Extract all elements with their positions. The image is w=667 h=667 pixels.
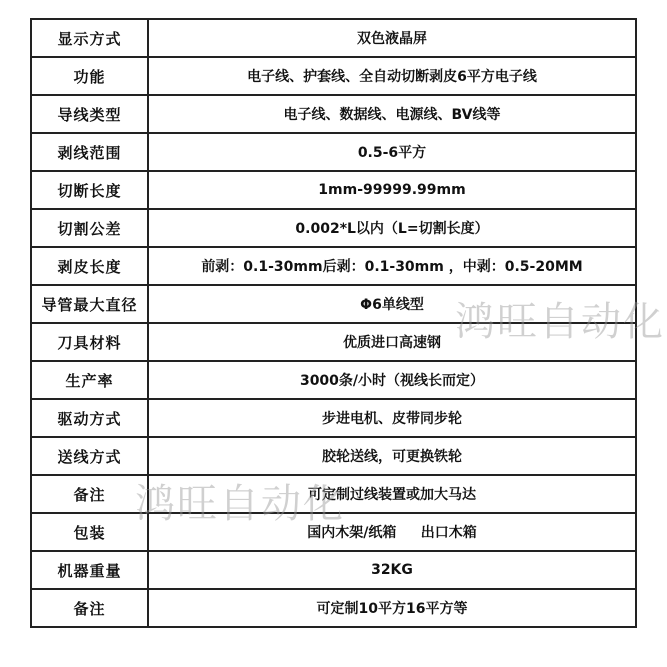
table-row — [31, 361, 636, 399]
row-value: 双色液晶屏 — [148, 19, 636, 57]
table-row — [31, 589, 636, 627]
row-label: 功能 — [31, 57, 148, 95]
row-value: 胶轮送线，可更换铁轮 — [148, 437, 636, 475]
table-row — [31, 285, 636, 323]
row-label: 生产率 — [31, 361, 148, 399]
table-row — [31, 171, 636, 209]
table-row — [31, 513, 636, 551]
row-value: 优质进口高速钢 — [148, 323, 636, 361]
row-label: 显示方式 — [31, 19, 148, 57]
row-value: 3000条/小时（视线长而定） — [148, 361, 636, 399]
table-row — [31, 551, 636, 589]
row-value: 可定制过线装置或加大马达 — [148, 475, 636, 513]
table-row — [31, 399, 636, 437]
row-value: 0.5-6平方 — [148, 133, 636, 171]
row-label: 备注 — [31, 475, 148, 513]
row-label: 导线类型 — [31, 95, 148, 133]
row-label: 切割公差 — [31, 209, 148, 247]
row-value: Φ6单线型 — [148, 285, 636, 323]
row-value: 前剥：0.1-30mm后剥：0.1-30mm ，中剥：0.5-20MM — [148, 247, 636, 285]
table-row — [31, 247, 636, 285]
row-value: 0.002*L以内（L=切割长度） — [148, 209, 636, 247]
row-value: 电子线、护套线、全自动切断剥皮6平方电子线 — [148, 57, 636, 95]
row-label: 包装 — [31, 513, 148, 551]
row-label: 送线方式 — [31, 437, 148, 475]
row-label: 剥皮长度 — [31, 247, 148, 285]
row-label: 刀具材料 — [31, 323, 148, 361]
table-row — [31, 133, 636, 171]
row-label: 剥线范围 — [31, 133, 148, 171]
table-row — [31, 19, 636, 57]
watermark: 鸿旺自动化 — [455, 299, 665, 345]
row-label: 导管最大直径 — [31, 285, 148, 323]
table-row — [31, 57, 636, 95]
watermark: 鸿旺自动化 — [135, 481, 345, 527]
row-value: 国内木架/纸箱 出口木箱 — [148, 513, 636, 551]
row-label: 机器重量 — [31, 551, 148, 589]
table-row — [31, 95, 636, 133]
row-value: 步进电机、皮带同步轮 — [148, 399, 636, 437]
row-label: 切断长度 — [31, 171, 148, 209]
row-value: 电子线、数据线、电源线、BV线等 — [148, 95, 636, 133]
table-row — [31, 209, 636, 247]
row-value: 可定制10平方16平方等 — [148, 589, 636, 627]
row-value: 32KG — [148, 551, 636, 589]
table-row — [31, 475, 636, 513]
table-row — [31, 323, 636, 361]
table-row — [31, 437, 636, 475]
row-label: 驱动方式 — [31, 399, 148, 437]
row-label: 备注 — [31, 589, 148, 627]
spec-table — [30, 18, 637, 628]
row-value: 1mm-99999.99mm — [148, 171, 636, 209]
